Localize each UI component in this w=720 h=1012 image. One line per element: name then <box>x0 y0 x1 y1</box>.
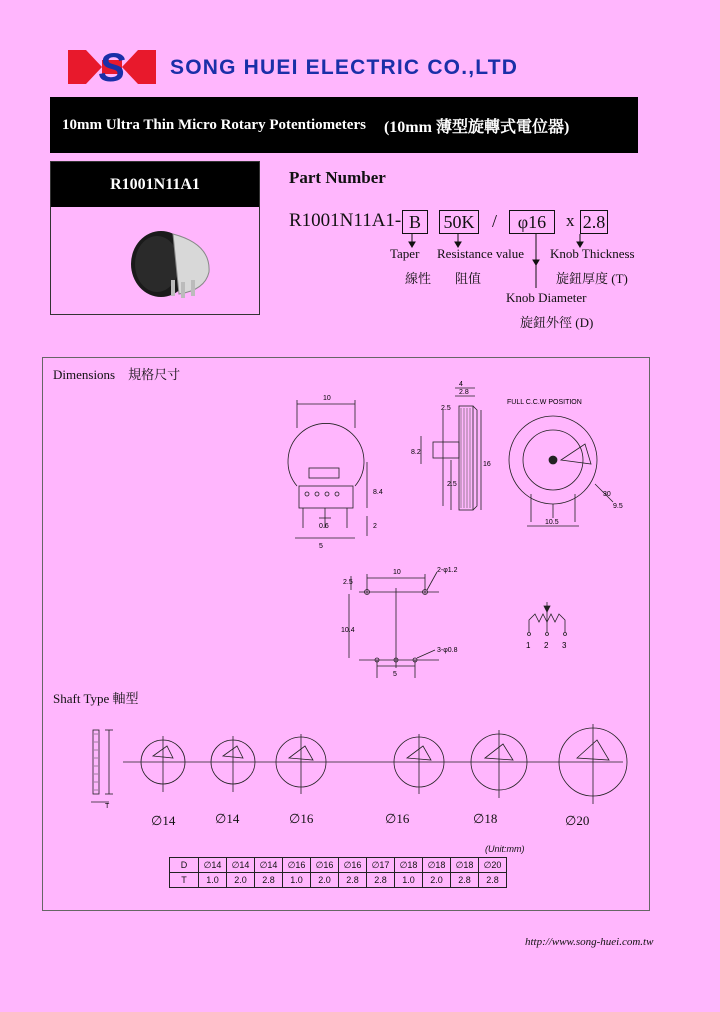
shaft-types-drawing <box>123 706 633 836</box>
shaft-diameter-6: ∅20 <box>565 813 590 828</box>
shaft-spec-table <box>169 857 507 888</box>
table-cell: ∅18 <box>395 858 423 873</box>
resistance-box: 50K <box>439 210 479 234</box>
front-view-drawing <box>275 388 405 548</box>
taper-box: B <box>402 210 428 234</box>
separator-slash: / <box>492 211 498 231</box>
table-cell: 2.0 <box>423 873 451 888</box>
table-cell: 1.0 <box>395 873 423 888</box>
terminal-1: 1 <box>526 641 531 650</box>
table-cell: ∅17 <box>367 858 395 873</box>
dim-9-5: 9.5 <box>613 503 623 510</box>
pcb-dim-10-4: 10.4 <box>341 627 355 634</box>
dim-4: 4 <box>459 381 463 388</box>
knob-diameter-label-zh: 旋鈕外徑 (D) <box>520 315 594 330</box>
diameter-box: φ16 <box>509 210 555 234</box>
resistance-label-zh: 阻值 <box>455 271 482 286</box>
pcb-dim-10: 10 <box>393 569 401 576</box>
table-cell: ∅16 <box>339 858 367 873</box>
dim-2-5: 2.5 <box>441 405 451 412</box>
pcb-layout-drawing <box>339 562 489 692</box>
shaft-diameter-5: ∅18 <box>473 811 498 826</box>
shaft-type-title: Shaft Type 軸型 <box>53 691 139 706</box>
table-cell: ∅14 <box>199 858 227 873</box>
knob-thickness-label-zh: 旋鈕厚度 (T) <box>556 271 628 286</box>
product-photo <box>113 224 223 306</box>
table-cell: T <box>170 873 199 888</box>
table-cell: ∅18 <box>451 858 479 873</box>
dim-0-6: 0.6 <box>319 523 329 530</box>
shaft-diameter-2: ∅14 <box>215 811 240 826</box>
table-cell: ∅14 <box>255 858 283 873</box>
part-model: R1001N11A1 <box>51 162 259 207</box>
title-chinese: (10mm 薄型旋轉式電位器) <box>383 118 570 136</box>
pcb-holes-2: 2-φ1.2 <box>437 567 458 574</box>
table-cell: 2.0 <box>227 873 255 888</box>
shaft-diameter-3: ∅16 <box>289 811 314 826</box>
table-row <box>170 858 507 873</box>
table-cell: D <box>170 858 199 873</box>
knob-thickness-label: Knob Thickness <box>550 246 635 261</box>
table-cell: ∅14 <box>227 858 255 873</box>
unit-label: (Unit:mm) <box>485 844 525 854</box>
pcb-dim-5: 5 <box>393 671 397 678</box>
taper-label-zh: 線性 <box>405 271 432 286</box>
part-number-label: Part Number <box>289 168 386 187</box>
terminal-2: 2 <box>544 641 549 650</box>
dim-5: 5 <box>319 543 323 548</box>
website-link[interactable]: http://www.song-huei.com.tw <box>525 936 654 948</box>
pcb-dim-2-5: 2.5 <box>343 579 353 586</box>
company-name: SONG HUEI ELECTRIC CO.,LTD <box>170 56 519 79</box>
dim-8-2: 8.2 <box>411 449 421 456</box>
dimensions-title: Dimensions 規格尺寸 <box>53 367 181 382</box>
multiply-x: x <box>566 211 575 230</box>
table-cell: 1.0 <box>283 873 311 888</box>
thickness-box: 2.8 <box>580 210 608 234</box>
schematic-symbol <box>521 596 581 656</box>
part-code-prefix: R1001N11A1- <box>289 210 402 231</box>
dim-10-5: 10.5 <box>545 519 559 526</box>
table-cell: ∅20 <box>479 858 507 873</box>
side-view-drawing <box>411 380 491 530</box>
table-cell: 1.0 <box>199 873 227 888</box>
full-ccw-label: FULL C.C.W POSITION <box>507 399 582 406</box>
table-cell: ∅16 <box>283 858 311 873</box>
logo-letter: S <box>98 46 126 88</box>
shaft-diameter-1: ∅14 <box>151 813 176 828</box>
rear-view-drawing <box>503 394 643 534</box>
table-cell: 2.8 <box>255 873 283 888</box>
dim-2: 2 <box>373 523 377 530</box>
table-cell: 2.8 <box>451 873 479 888</box>
table-cell: 2.8 <box>367 873 395 888</box>
taper-label: Taper <box>390 246 420 261</box>
knob-side-profile <box>79 722 129 822</box>
terminal-3: 3 <box>562 641 567 650</box>
thickness-t-label: T <box>105 803 110 810</box>
shaft-diameter-4: ∅16 <box>385 811 410 826</box>
table-cell: ∅18 <box>423 858 451 873</box>
knob-diameter-label: Knob Diameter <box>506 290 587 305</box>
dim-2-5-b: 2.5 <box>447 481 457 488</box>
table-cell: 2.0 <box>311 873 339 888</box>
table-cell: ∅16 <box>311 858 339 873</box>
dim-8-4: 8.4 <box>373 489 383 496</box>
pcb-holes-3: 3-φ0.8 <box>437 647 458 654</box>
resistance-label: Resistance value <box>437 246 524 261</box>
dim-30: 30 <box>603 491 611 498</box>
title-english: 10mm Ultra Thin Micro Rotary Potentiometers <box>62 116 366 133</box>
title-bar <box>50 97 638 153</box>
part-model-box <box>50 161 260 315</box>
dim-16: 16 <box>483 461 491 468</box>
dimensions-panel <box>42 357 650 911</box>
dim-10: 10 <box>323 395 331 402</box>
table-cell: 2.8 <box>339 873 367 888</box>
dim-2-8: 2.8 <box>459 389 469 396</box>
table-row <box>170 873 507 888</box>
company-logo <box>68 46 156 88</box>
table-cell: 2.8 <box>479 873 507 888</box>
